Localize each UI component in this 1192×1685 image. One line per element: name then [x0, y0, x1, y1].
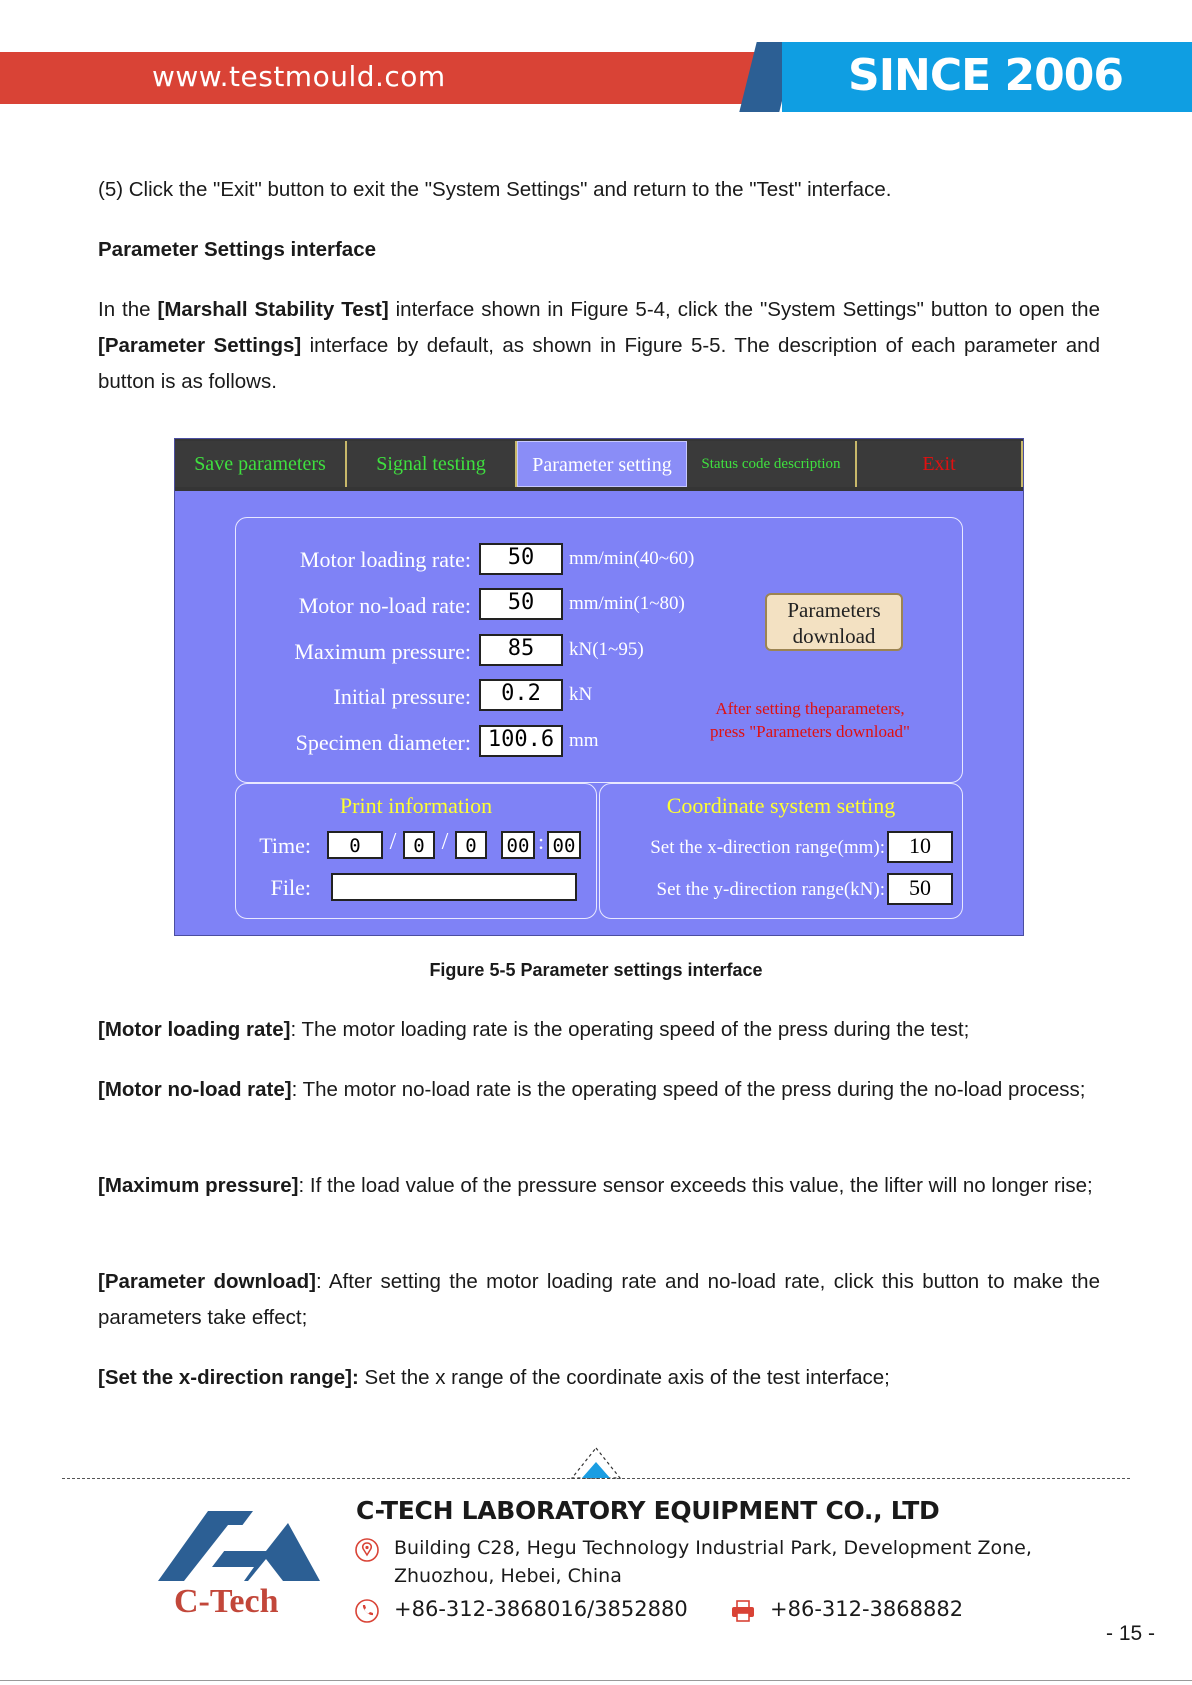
specimen-diameter-input[interactable]: 100.6 [479, 725, 563, 757]
time-minute-input[interactable]: 00 [547, 831, 581, 859]
footer-triangle-icon [568, 1446, 624, 1480]
location-pin-icon [355, 1538, 379, 1562]
file-input[interactable] [331, 873, 577, 901]
section-title: Parameter Settings interface [98, 238, 377, 261]
motor-loading-rate-label: Motor loading rate: [299, 547, 471, 572]
specimen-diameter-unit: mm [569, 730, 599, 751]
parameter-settings-screenshot [174, 438, 1024, 936]
maximum-pressure-input[interactable]: 85 [479, 634, 563, 666]
since-label: SINCE 2006 [848, 50, 1124, 101]
tab-exit[interactable]: Exit [857, 441, 1023, 487]
parameters-download-label-2: download [792, 624, 876, 648]
coordinate-system-title: Coordinate system setting [666, 793, 896, 818]
motor-no-load-rate-label: Motor no-load rate: [298, 593, 471, 618]
tab-parameter-setting[interactable]: Parameter setting [517, 441, 687, 487]
x-range-label: Set the x-direction range(mm): [650, 837, 885, 858]
phone-icon [355, 1599, 379, 1623]
intro-paragraph: In the [Marshall Stability Test] interface shown in Figure 5-4, click the "System Settings" button to open the [Parameter Settings] interface by default, as shown in Figure 5-5. The description of each parameter and button is as follows. [98, 298, 1100, 393]
parameters-download-button[interactable] [765, 593, 903, 651]
x-range-input[interactable]: 10 [887, 831, 953, 863]
page-number: - 15 - [1106, 1622, 1156, 1645]
date-separator: / [441, 829, 449, 855]
motor-loading-rate-unit: mm/min(40~60) [569, 548, 695, 569]
maximum-pressure-unit: kN(1~95) [569, 639, 644, 660]
tab-bar [175, 439, 1023, 491]
definition-item: [Set the x-direction range]: Set the x range of the coordinate axis of the test interface; [98, 1366, 890, 1389]
company-address: Building C28, Hegu Technology Industrial Park, Development Zone, Zhuozhou, Hebei, China [394, 1537, 1032, 1587]
tab-status-code-description[interactable]: Status code description [687, 441, 857, 487]
fax-number: +86-312-3868882 [770, 1597, 964, 1621]
time-year-input[interactable]: 0 [327, 831, 383, 859]
c-tech-logo-icon [148, 1503, 320, 1585]
motor-no-load-rate-input[interactable]: 50 [479, 588, 563, 620]
fax-printer-icon [730, 1599, 756, 1623]
logo-text: C-Tech [174, 1583, 279, 1620]
tab-save-parameters[interactable]: Save parameters [175, 441, 347, 487]
time-separator: : [537, 829, 545, 854]
website-link[interactable]: www.testmould.com [152, 60, 446, 93]
phone-number: +86-312-3868016/3852880 [394, 1597, 688, 1621]
y-range-label: Set the y-direction range(kN): [656, 879, 885, 900]
definition-item: [Motor loading rate]: The motor loading rate is the operating speed of the press during the test; [98, 1018, 970, 1041]
definition-item: [Maximum pressure]: If the load value of the pressure sensor exceeds this value, the lifter will no longer rise; [98, 1174, 1093, 1197]
definition-item: [Motor no-load rate]: The motor no-load rate is the operating speed of the press during the no-load process; [98, 1078, 1086, 1101]
file-label: File: [270, 875, 311, 900]
time-hour-input[interactable]: 00 [501, 831, 535, 859]
initial-pressure-input[interactable]: 0.2 [479, 679, 563, 711]
print-information-title: Print information [339, 793, 493, 818]
tab-signal-testing[interactable]: Signal testing [347, 441, 517, 487]
motor-no-load-rate-unit: mm/min(1~80) [569, 593, 685, 614]
time-day-input[interactable]: 0 [455, 831, 487, 859]
bottom-rule [0, 1680, 1192, 1681]
step-5-text: (5) Click the "Exit" button to exit the "System Settings" and return to the "Test" interface. [98, 178, 892, 201]
time-label: Time: [259, 833, 311, 858]
maximum-pressure-label: Maximum pressure: [294, 639, 471, 664]
parameters-download-label-1: Parameters [787, 598, 881, 622]
figure-caption: Figure 5-5 Parameter settings interface [429, 960, 763, 980]
date-separator: / [389, 829, 397, 855]
specimen-diameter-label: Specimen diameter: [295, 730, 471, 755]
initial-pressure-label: Initial pressure: [333, 684, 471, 709]
company-name: C-TECH LABORATORY EQUIPMENT CO., LTD [356, 1496, 940, 1525]
time-month-input[interactable]: 0 [403, 831, 435, 859]
initial-pressure-unit: kN [569, 684, 593, 705]
motor-loading-rate-input[interactable]: 50 [479, 543, 563, 575]
download-warning: After setting theparameters, press "Parameters download" [710, 699, 910, 741]
y-range-input[interactable]: 50 [887, 873, 953, 905]
definition-item: [Parameter download]: After setting the motor loading rate and no-load rate, click this button to make the parameters take effect; [98, 1270, 1100, 1329]
